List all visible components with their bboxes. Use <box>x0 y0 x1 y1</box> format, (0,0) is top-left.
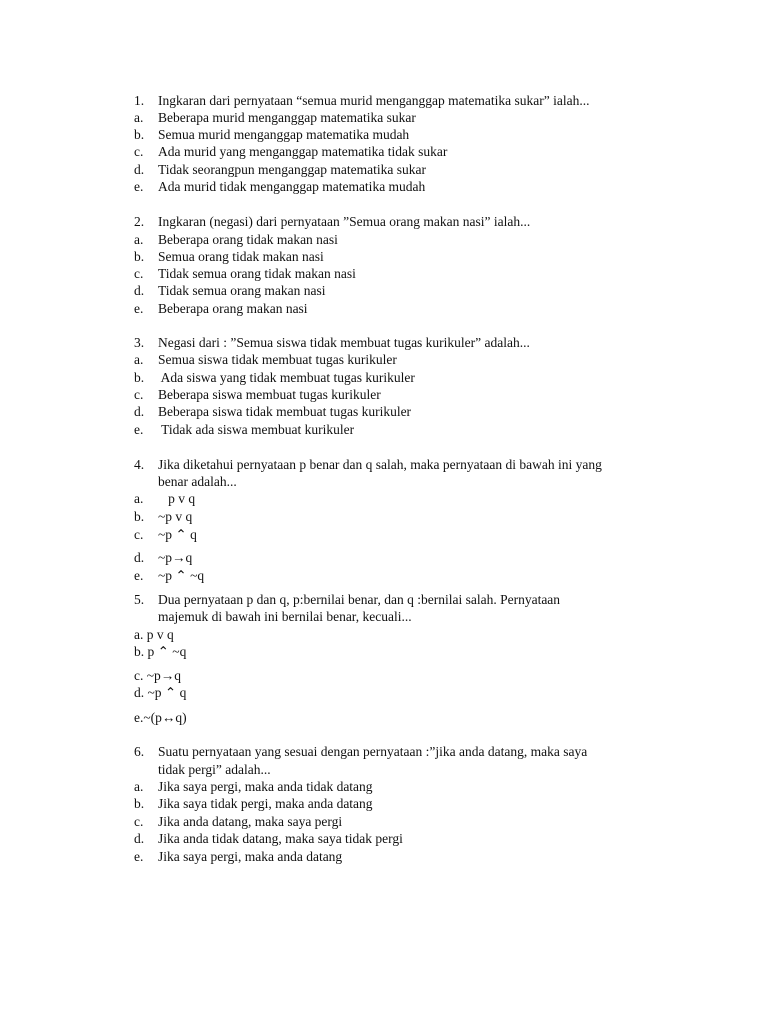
option-label: b. <box>134 249 145 264</box>
option-label: b. <box>134 509 145 524</box>
option-label: b. <box>134 796 145 811</box>
question-text-continued: majemuk di bawah ini bernilai benar, kecuali... <box>158 609 412 624</box>
question-number: 2. <box>134 214 145 229</box>
option-text: ~p ⌃ ~q <box>158 568 205 583</box>
option-text: Ada siswa yang tidak membuat tugas kurikuler <box>158 370 415 385</box>
option-label: d. <box>134 162 145 177</box>
question-number: 3. <box>134 335 145 350</box>
option-label: d. <box>134 283 145 298</box>
question-text: Suatu pernyataan yang sesuai dengan pernyataan :”jika anda datang, maka saya <box>158 744 588 759</box>
option-text: Tidak seorangpun menganggap matematika sukar <box>158 162 426 177</box>
option-text: Jika anda tidak datang, maka saya tidak pergi <box>158 831 403 846</box>
option-label: e. <box>134 849 144 864</box>
option-text: p ⌃ ~q <box>147 644 187 659</box>
option-text: ~p→q <box>146 668 182 683</box>
option-label: c. <box>134 144 144 159</box>
option-label: e. <box>134 710 144 725</box>
option-text: Semua orang tidak makan nasi <box>158 249 324 264</box>
inline-option <box>134 626 174 643</box>
option-label: a. <box>134 232 144 247</box>
option-label: c. <box>134 266 144 281</box>
question-text-continued: benar adalah... <box>158 474 237 489</box>
option-text: Semua murid menganggap matematika mudah <box>158 127 410 142</box>
option-label: c. <box>134 387 144 402</box>
question-number: 6. <box>134 744 145 759</box>
option-text: ~p→q <box>158 550 193 565</box>
inline-option <box>134 643 186 660</box>
option-text: Beberapa murid menganggap matematika sukar <box>158 110 416 125</box>
option-label: c. <box>134 814 144 829</box>
option-label: e. <box>134 179 144 194</box>
option-text: Tidak semua orang makan nasi <box>158 283 326 298</box>
option-text: Tidak ada siswa membuat kurikuler <box>158 422 355 437</box>
option-text: p v q <box>158 491 196 506</box>
option-label: d. <box>134 831 145 846</box>
option-label: d. <box>134 685 145 700</box>
question-text: Dua pernyataan p dan q, p:bernilai benar, dan q :bernilai salah. Pernyataan <box>158 592 561 607</box>
option-text: Ada murid yang menganggap matematika tidak sukar <box>158 144 448 159</box>
question-number: 5. <box>134 592 145 607</box>
option-label: b. <box>134 370 145 385</box>
option-label: d. <box>134 404 145 419</box>
option-text: Jika saya pergi, maka anda datang <box>158 849 343 864</box>
option-label: a. <box>134 491 144 506</box>
option-text: p v q <box>146 627 174 642</box>
option-label: e. <box>134 301 144 316</box>
option-label: e. <box>134 568 144 583</box>
option-label: d. <box>134 550 145 565</box>
option-text: ~p ⌃ q <box>158 527 197 542</box>
option-text: Jika saya pergi, maka anda tidak datang <box>158 779 373 794</box>
option-label: c. <box>134 527 144 542</box>
option-label: b. <box>134 127 145 142</box>
question-text: Jika diketahui pernyataan p benar dan q salah, maka pernyataan di bawah ini yang <box>158 457 602 472</box>
option-text: Tidak semua orang tidak makan nasi <box>158 266 356 281</box>
option-text: Ada murid tidak menganggap matematika mudah <box>158 179 426 194</box>
option-label: b. <box>134 644 145 659</box>
option-text: ~p v q <box>158 509 193 524</box>
question-text: Negasi dari : ”Semua siswa tidak membuat tugas kurikuler” adalah... <box>158 335 530 350</box>
option-text: ~p ⌃ q <box>147 685 187 700</box>
option-text: Beberapa orang tidak makan nasi <box>158 232 338 247</box>
question-text-continued: tidak pergi” adalah... <box>158 762 271 777</box>
question-text: Ingkaran dari pernyataan “semua murid menganggap matematika sukar” ialah... <box>158 93 590 108</box>
option-text: Beberapa orang makan nasi <box>158 301 308 316</box>
option-text: Jika anda datang, maka saya pergi <box>158 814 343 829</box>
inline-option <box>134 709 187 726</box>
option-text: ~(p↔q) <box>143 710 187 725</box>
question-text: Ingkaran (negasi) dari pernyataan ”Semua orang makan nasi” ialah... <box>158 214 531 229</box>
inline-option <box>134 667 181 684</box>
question-number: 1. <box>134 93 145 108</box>
option-text: Jika saya tidak pergi, maka anda datang <box>158 796 373 811</box>
option-label: e. <box>134 422 144 437</box>
option-label: c. <box>134 668 144 683</box>
option-text: Semua siswa tidak membuat tugas kurikuler <box>158 352 397 367</box>
option-label: a. <box>134 352 144 367</box>
option-label: a. <box>134 627 144 642</box>
option-text: Beberapa siswa membuat tugas kurikuler <box>158 387 381 402</box>
option-text: Beberapa siswa tidak membuat tugas kurikuler <box>158 404 412 419</box>
question-number: 4. <box>134 457 145 472</box>
inline-option <box>134 684 186 701</box>
option-label: a. <box>134 110 144 125</box>
option-label: a. <box>134 779 144 794</box>
